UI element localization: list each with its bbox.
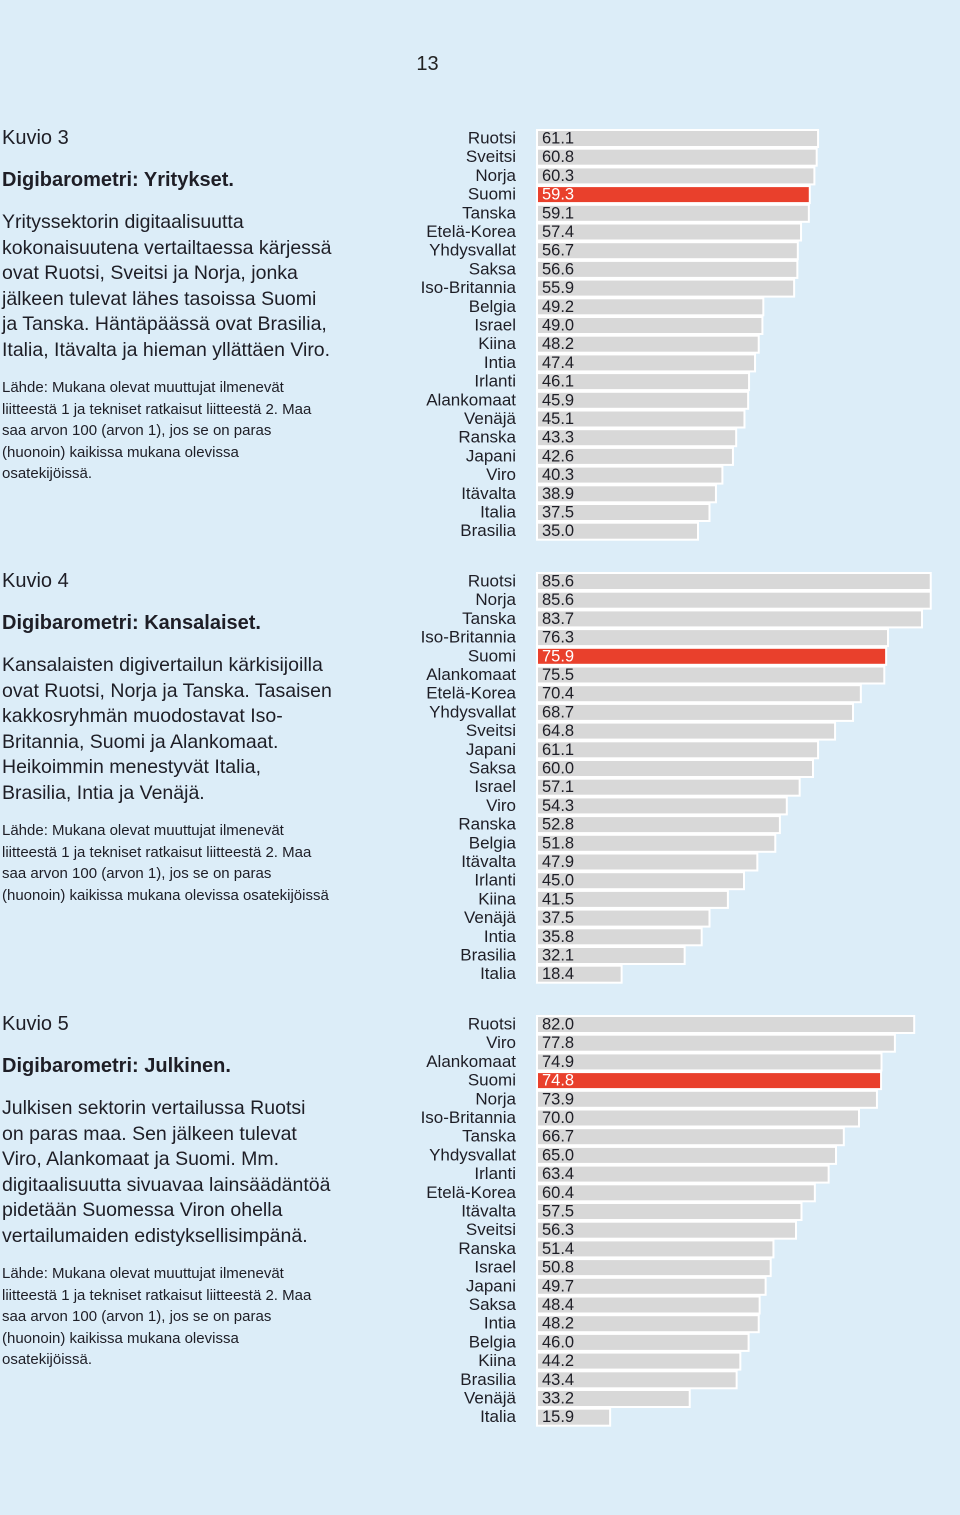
value-label: 40.3 xyxy=(542,466,575,485)
value-label: 45.9 xyxy=(542,391,575,410)
value-label: 70.4 xyxy=(542,684,575,703)
category-label: Iso-Britannia xyxy=(420,278,516,298)
value-label: 37.5 xyxy=(542,909,575,928)
category-label: Ranska xyxy=(458,814,516,834)
value-label: 46.0 xyxy=(542,1333,575,1352)
value-label: 56.3 xyxy=(542,1221,575,1240)
figure-3-bar-chart xyxy=(400,126,860,546)
figure-3-chart xyxy=(400,126,860,546)
figure-4-text xyxy=(2,569,332,906)
value-label: 47.9 xyxy=(542,853,575,871)
figure-4-source: Lähde: Mukana olevat muuttujat ilmenevät liitteestä 1 ja tekniset ratkaisut liitteestä 2. Maa saa arvon 100 (arvon 1), jos se on paras (huonoin) kaikissa mukana olevissa osatekijöissä xyxy=(2,822,329,904)
value-label: 44.2 xyxy=(542,1352,575,1371)
category-label: Saksa xyxy=(468,1295,516,1314)
category-label: Ranska xyxy=(458,1238,516,1258)
category-label: Italia xyxy=(480,502,516,522)
bar xyxy=(537,592,931,609)
category-label: Brasilia xyxy=(460,1369,516,1389)
category-label: Japani xyxy=(465,1276,516,1296)
category-label: Belgia xyxy=(468,1332,516,1352)
value-label: 60.4 xyxy=(542,1183,575,1202)
value-label: 56.7 xyxy=(542,241,575,260)
value-label: 74.8 xyxy=(542,1071,575,1090)
category-label: Intia xyxy=(483,1313,516,1333)
category-label: Venäjä xyxy=(464,1388,516,1408)
value-label: 63.4 xyxy=(542,1165,575,1184)
category-label: Etelä-Korea xyxy=(426,1182,516,1202)
value-label: 59.1 xyxy=(542,204,575,223)
bar xyxy=(537,205,809,222)
figure-3-source: Lähde: Mukana olevat muuttujat ilmenevät liitteestä 1 ja tekniset ratkaisut liitteestä 2. Maa saa arvon 100 (arvon 1), jos se on paras (huonoin) kaikissa mukana olevissa osatekijöissä. xyxy=(2,379,312,482)
category-label: Yhdysvallat xyxy=(429,702,516,722)
value-label: 54.3 xyxy=(542,796,575,815)
value-label: 35.8 xyxy=(542,927,575,946)
bar xyxy=(537,723,835,740)
figure-5-chart xyxy=(400,1012,860,1432)
figure-5-title: Digibarometri: Julkinen. xyxy=(2,1055,231,1077)
bar xyxy=(537,1184,815,1201)
value-label: 55.9 xyxy=(542,279,575,298)
category-label: Tanska xyxy=(462,608,516,628)
value-label: 82.0 xyxy=(542,1015,575,1034)
category-label: Intia xyxy=(483,352,516,372)
category-label: Alankomaat xyxy=(426,390,516,410)
value-label: 61.1 xyxy=(542,740,575,759)
value-label: 45.0 xyxy=(542,871,575,890)
value-label: 49.7 xyxy=(542,1277,575,1296)
category-label: Itävalta xyxy=(461,1201,516,1221)
value-label: 43.4 xyxy=(542,1370,575,1389)
category-label: Etelä-Korea xyxy=(426,683,516,703)
value-label: 46.1 xyxy=(542,372,575,391)
bar xyxy=(537,667,884,684)
category-label: Japani xyxy=(465,739,516,759)
category-label: Irlanti xyxy=(474,1164,516,1184)
bar xyxy=(537,242,798,259)
figure-3-number: Kuvio 3 xyxy=(2,127,69,149)
figure-5-bar-chart xyxy=(400,1012,860,1432)
value-label: 41.5 xyxy=(542,890,575,909)
category-label: Tanska xyxy=(462,203,516,223)
figure-4-title: Digibarometri: Kansalaiset. xyxy=(2,612,261,634)
figure-4-number: Kuvio 4 xyxy=(2,570,69,592)
value-label: 49.2 xyxy=(542,297,575,316)
value-label: 57.1 xyxy=(542,778,575,797)
bar xyxy=(537,1222,796,1239)
value-label: 65.0 xyxy=(542,1146,575,1165)
bar xyxy=(537,704,853,721)
category-label: Viro xyxy=(486,1033,516,1053)
category-label: Ruotsi xyxy=(467,1014,516,1034)
value-label: 75.5 xyxy=(542,666,575,684)
category-label: Belgia xyxy=(468,296,516,316)
bar-highlight xyxy=(537,186,810,203)
figure-5-source: Lähde: Mukana olevat muuttujat ilmenevät liitteestä 1 ja tekniset ratkaisut liitteestä 2. Maa saa arvon 100 (arvon 1), jos se on paras (huonoin) kaikissa mukana olevissa osatekijöissä. xyxy=(2,1265,312,1368)
category-label: Belgia xyxy=(468,833,516,853)
bar xyxy=(537,130,818,147)
bar xyxy=(537,685,861,702)
category-label: Itävalta xyxy=(461,483,516,503)
figure-3-text xyxy=(2,126,332,485)
value-label: 18.4 xyxy=(542,965,575,984)
category-label: Italia xyxy=(480,1407,516,1427)
value-label: 70.0 xyxy=(542,1109,575,1127)
bar xyxy=(537,1128,844,1145)
category-label: Israel xyxy=(474,777,516,797)
value-label: 37.5 xyxy=(542,503,575,522)
value-label: 85.6 xyxy=(542,591,575,610)
category-label: Brasilia xyxy=(460,945,516,965)
value-label: 38.9 xyxy=(542,484,575,503)
bar xyxy=(537,1147,836,1164)
category-label: Tanska xyxy=(462,1126,516,1146)
value-label: 50.8 xyxy=(542,1258,575,1277)
bar xyxy=(537,779,800,796)
category-label: Itävalta xyxy=(461,852,516,871)
value-label: 51.4 xyxy=(542,1239,575,1258)
category-label: Japani xyxy=(465,446,516,466)
bar xyxy=(537,261,797,278)
bar xyxy=(537,760,813,777)
category-label: Alankomaat xyxy=(426,1051,516,1071)
bar xyxy=(537,280,794,297)
bar xyxy=(537,1053,882,1070)
category-label: Yhdysvallat xyxy=(429,1145,516,1165)
bar xyxy=(537,1110,859,1127)
value-label: 56.6 xyxy=(542,260,575,279)
value-label: 51.8 xyxy=(542,834,575,853)
category-label: Norja xyxy=(475,590,516,610)
bar xyxy=(537,573,931,590)
category-label: Kiina xyxy=(478,1351,516,1371)
bar xyxy=(537,167,814,184)
value-label: 45.1 xyxy=(542,410,575,428)
bar xyxy=(537,224,801,241)
bar xyxy=(537,741,818,758)
value-label: 35.0 xyxy=(542,522,575,541)
category-label: Venäjä xyxy=(464,908,516,928)
category-label: Brasilia xyxy=(460,521,516,541)
category-label: Ruotsi xyxy=(467,571,516,591)
value-label: 60.3 xyxy=(542,166,575,185)
category-label: Sveitsi xyxy=(465,1220,516,1240)
value-label: 61.1 xyxy=(542,129,575,148)
category-label: Israel xyxy=(474,1257,516,1277)
value-label: 60.0 xyxy=(542,759,575,778)
category-label: Alankomaat xyxy=(426,665,516,684)
bar xyxy=(537,629,888,646)
value-label: 32.1 xyxy=(542,946,575,965)
figure-5-number: Kuvio 5 xyxy=(2,1013,69,1035)
value-label: 48.2 xyxy=(542,335,575,354)
bar xyxy=(537,797,787,814)
value-label: 48.2 xyxy=(542,1314,575,1333)
category-label: Iso-Britannia xyxy=(420,627,516,647)
figure-4-bar-chart xyxy=(400,569,860,989)
category-label: Kiina xyxy=(478,334,516,354)
bar xyxy=(537,1091,877,1108)
category-label: Irlanti xyxy=(474,371,516,391)
category-label: Norja xyxy=(475,1089,516,1109)
figure-4-chart xyxy=(400,569,860,989)
category-label: Ruotsi xyxy=(467,128,516,148)
value-label: 60.8 xyxy=(542,148,575,167)
category-label: Israel xyxy=(474,315,516,335)
value-label: 43.3 xyxy=(542,428,575,447)
value-label: 77.8 xyxy=(542,1034,575,1053)
figure-3-title: Digibarometri: Yritykset. xyxy=(2,169,234,191)
value-label: 83.7 xyxy=(542,609,575,628)
value-label: 57.4 xyxy=(542,223,575,241)
bar xyxy=(537,1203,802,1220)
category-label: Intia xyxy=(483,926,516,946)
value-label: 42.6 xyxy=(542,447,575,466)
category-label: Iso-Britannia xyxy=(420,1108,516,1127)
category-label: Italia xyxy=(480,964,516,984)
value-label: 74.9 xyxy=(542,1052,575,1071)
category-label: Irlanti xyxy=(474,870,516,890)
category-label: Venäjä xyxy=(464,409,516,428)
value-label: 76.3 xyxy=(542,628,575,647)
bar xyxy=(537,1035,895,1052)
category-label: Saksa xyxy=(468,758,516,778)
bar xyxy=(537,1166,829,1183)
value-label: 57.5 xyxy=(542,1202,575,1221)
figure-4-description: Kansalaisten digivertailun kärkisijoilla ovat Ruotsi, Norja ja Tanska. Tasaisen kakkosryhmän muodostavat Iso-Britannia, Suomi ja Alankomaat. Heikoimmin menestyvät Italia, Brasilia, Intia ja Venäjä. xyxy=(2,654,332,804)
value-label: 52.8 xyxy=(542,815,575,834)
bar xyxy=(537,1016,914,1033)
category-label: Suomi xyxy=(467,1070,516,1090)
category-label: Sveitsi xyxy=(465,721,516,741)
figure-5-text xyxy=(2,1012,332,1371)
value-label: 85.6 xyxy=(542,572,575,591)
category-label: Ranska xyxy=(458,427,516,447)
value-label: 75.9 xyxy=(542,647,575,666)
value-label: 59.3 xyxy=(542,185,575,204)
figure-3-description: Yrityssektorin digitaalisuutta kokonaisuutena vertailtaessa kärjessä ovat Ruotsi, Sveitsi ja Norja, jonka jälkeen tulevat lähes tasoissa Suomi ja Tanska. Häntäpäässä ovat Brasilia, Italia, Itävalta ja hieman yllättäen Viro. xyxy=(2,211,332,361)
value-label: 15.9 xyxy=(542,1408,575,1427)
value-label: 47.4 xyxy=(542,353,575,372)
bar-highlight xyxy=(537,648,886,665)
category-label: Norja xyxy=(475,165,516,185)
page-number: 13 xyxy=(416,53,439,75)
value-label: 33.2 xyxy=(542,1389,575,1408)
category-label: Saksa xyxy=(468,259,516,279)
value-label: 66.7 xyxy=(542,1127,575,1146)
category-label: Sveitsi xyxy=(465,147,516,167)
category-label: Kiina xyxy=(478,889,516,909)
category-label: Viro xyxy=(486,795,516,815)
value-label: 64.8 xyxy=(542,722,575,741)
category-label: Etelä-Korea xyxy=(426,222,516,241)
value-label: 68.7 xyxy=(542,703,575,722)
value-label: 48.4 xyxy=(542,1296,575,1314)
category-label: Viro xyxy=(486,465,516,485)
category-label: Suomi xyxy=(467,646,516,666)
value-label: 49.0 xyxy=(542,316,575,335)
figure-5-description: Julkisen sektorin vertailussa Ruotsi on paras maa. Sen jälkeen tulevat Viro, Alankomaat ja Suomi. Mm. digitaalisuutta sivuavaa lainsäädäntöä pidetään Suomessa Viron ohella vertailumaiden edistyksellisimpänä. xyxy=(2,1097,331,1247)
category-label: Yhdysvallat xyxy=(429,240,516,260)
category-label: Suomi xyxy=(467,184,516,204)
bar-highlight xyxy=(537,1072,881,1089)
value-label: 73.9 xyxy=(542,1090,575,1109)
bar xyxy=(537,610,922,627)
bar xyxy=(537,149,817,166)
